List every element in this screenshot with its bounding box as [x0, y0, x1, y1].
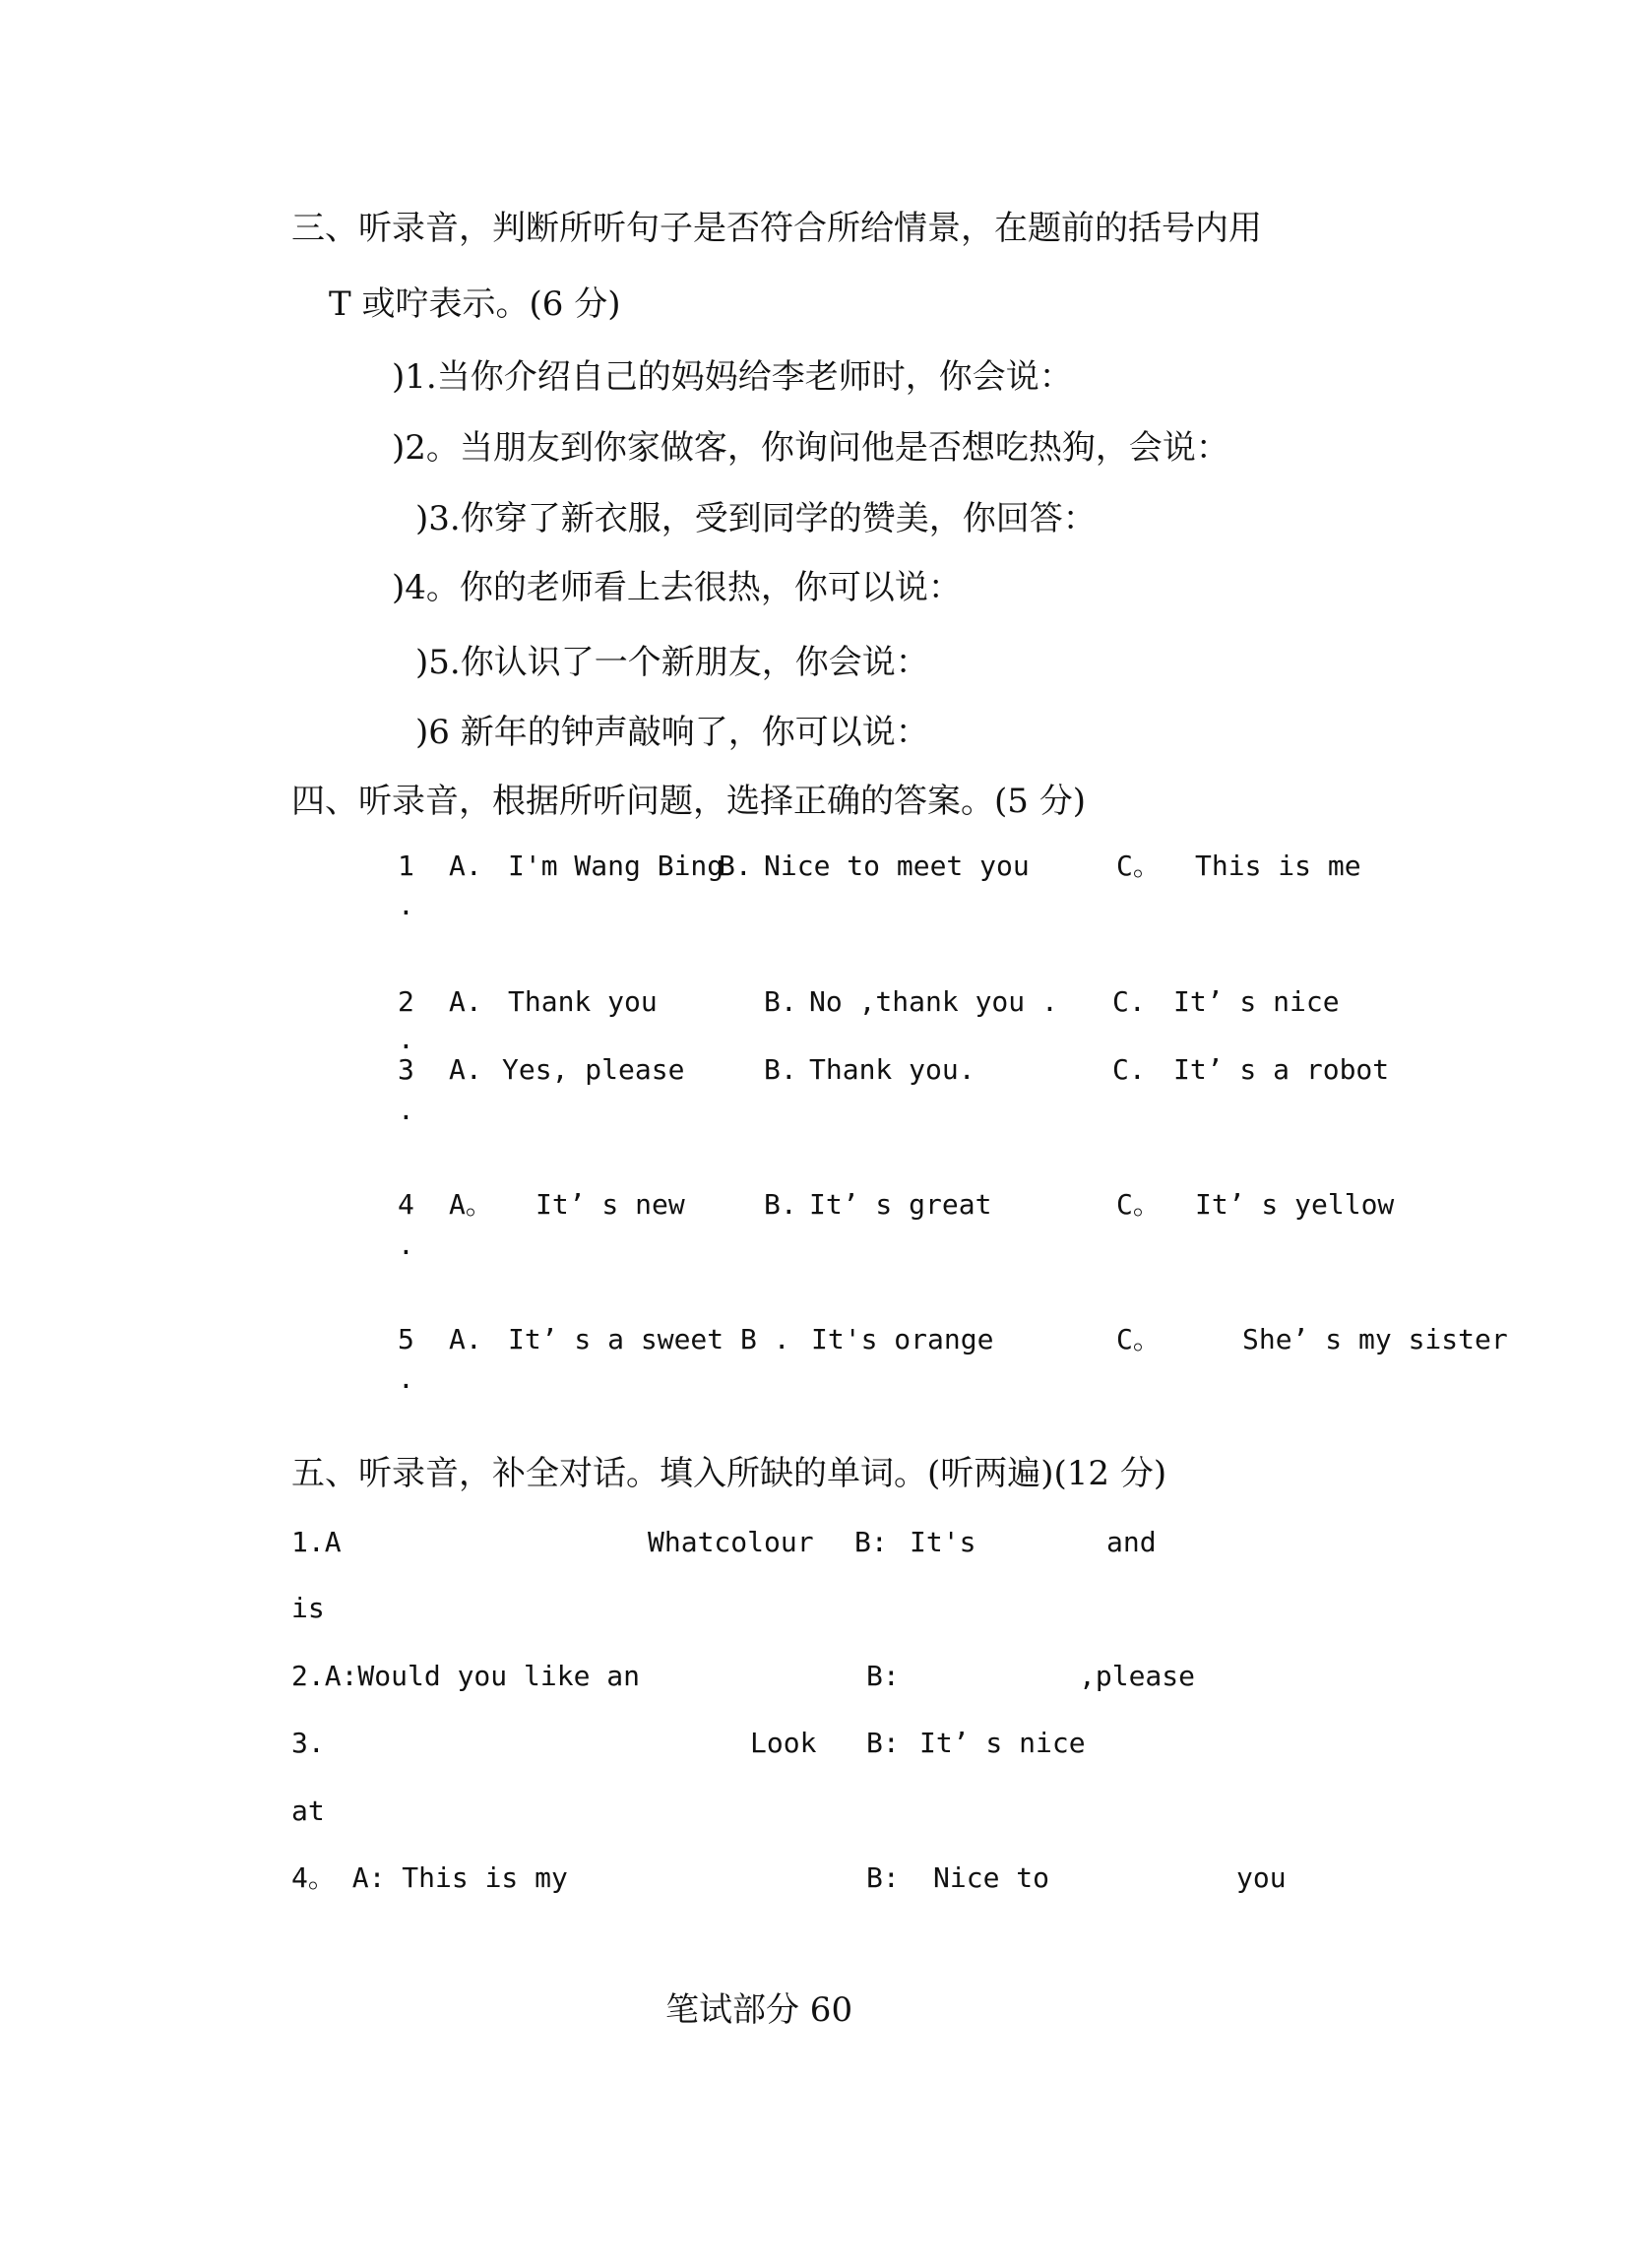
q3-option-a: Yes, please: [502, 1053, 685, 1086]
section4-title: 四、听录音，根据所听问题，选择正确的答案。(5 分): [291, 782, 1086, 821]
q2-option-b: No ,thank you .: [809, 985, 1058, 1018]
q2-option-c: It’ s nice: [1173, 985, 1340, 1018]
q5-a-label: A.: [449, 1323, 482, 1355]
q5-option-b: It's orange: [811, 1323, 994, 1355]
q1-dot: .: [398, 889, 414, 921]
q5-option-a: It’ s a sweet B .: [508, 1323, 790, 1355]
s5-q1-label: 1.A: [291, 1526, 342, 1558]
section5-title: 五、听录音，补全对话。填入所缺的单词。(听两遍)(12 分): [291, 1454, 1167, 1493]
q4-option-b: It’ s great: [809, 1188, 992, 1221]
s5-q2-please: ,please: [1079, 1660, 1196, 1692]
q4-dot: .: [398, 1228, 414, 1261]
q1-option-c: This is me: [1195, 850, 1361, 882]
q3-b-label: B.: [764, 1053, 797, 1086]
s5-q2-b-label: B:: [866, 1660, 900, 1692]
q4-c-label: C。: [1116, 1188, 1161, 1221]
q4-number: 4: [398, 1188, 414, 1221]
q2-b-label: B.: [764, 985, 797, 1018]
s5-q1-and: and: [1106, 1526, 1157, 1558]
q4-option-a: It’ s new: [535, 1188, 685, 1221]
section3-item-5: )5.你认识了一个新朋友，你会说：: [415, 643, 929, 682]
q3-option-c: It’ s a robot: [1173, 1053, 1390, 1086]
q5-dot: .: [398, 1362, 414, 1395]
q2-c-label: C.: [1112, 985, 1146, 1018]
q4-a-label: A。: [449, 1188, 493, 1221]
s5-q1-its: It's: [910, 1526, 976, 1558]
q3-option-b: Thank you.: [809, 1053, 975, 1086]
section3-item-2: )2。当朋友到你家做客，你询问他是否想吃热狗，会说：: [392, 428, 1229, 468]
q1-option-a: I'm Wang Bing: [508, 850, 724, 882]
q4-b-label: B.: [764, 1188, 797, 1221]
q2-a-label: A.: [449, 985, 482, 1018]
s5-q1-is: is: [291, 1592, 325, 1624]
s5-q3-nice: It’ s nice: [919, 1727, 1086, 1759]
q3-number: 3: [398, 1053, 414, 1086]
s5-q2-label: 2.A:Would you like an: [291, 1660, 641, 1692]
s5-q4-nice: Nice to: [933, 1861, 1050, 1894]
section3-item-4: )4。你的老师看上去很热，你可以说：: [392, 568, 962, 607]
q2-dot: .: [398, 1023, 414, 1055]
q2-option-a: Thank you: [508, 985, 658, 1018]
q1-b-label: B.: [719, 850, 752, 882]
q1-c-label: C。: [1116, 850, 1161, 882]
section3-item-1: )1.当你介绍自己的妈妈给李老师时，你会说：: [392, 357, 1073, 397]
section3-item-6: )6 新年的钟声敲响了，你可以说：: [415, 713, 929, 752]
s5-q4-label: 4。 A: This is my: [291, 1861, 568, 1894]
q1-a-label: A.: [449, 850, 482, 882]
section3-item-3: )3.你穿了新衣服，受到同学的赞美，你回答：: [415, 499, 1097, 538]
q1-number: 1: [398, 850, 414, 882]
q5-c-label: C。: [1116, 1323, 1161, 1355]
section3-title-line1: 三、听录音，判断所听句子是否符合所给情景，在题前的括号内用: [291, 209, 1262, 248]
q2-number: 2: [398, 985, 414, 1018]
q4-option-c: It’ s yellow: [1195, 1188, 1395, 1221]
s5-q3-look: Look: [750, 1727, 817, 1759]
written-part-label: 笔试部分 60: [665, 1990, 853, 2030]
q1-option-b: Nice to meet you: [764, 850, 1030, 882]
s5-q1-b-label: B:: [854, 1526, 888, 1558]
q3-a-label: A.: [449, 1053, 482, 1086]
s5-q1-whatcolour: Whatcolour: [648, 1526, 814, 1558]
q5-option-c: She’ s my sister: [1242, 1323, 1508, 1355]
q3-c-label: C.: [1112, 1053, 1146, 1086]
q3-dot: .: [398, 1094, 414, 1126]
s5-q4-you: you: [1236, 1861, 1287, 1894]
q5-number: 5: [398, 1323, 414, 1355]
s5-q3-b-label: B:: [866, 1727, 900, 1759]
s5-q3-at: at: [291, 1795, 325, 1827]
s5-q4-b-label: B:: [866, 1861, 900, 1894]
s5-q3-number: 3.: [291, 1727, 325, 1759]
section3-title-line2: T 或咛表示。(6 分): [329, 284, 621, 324]
